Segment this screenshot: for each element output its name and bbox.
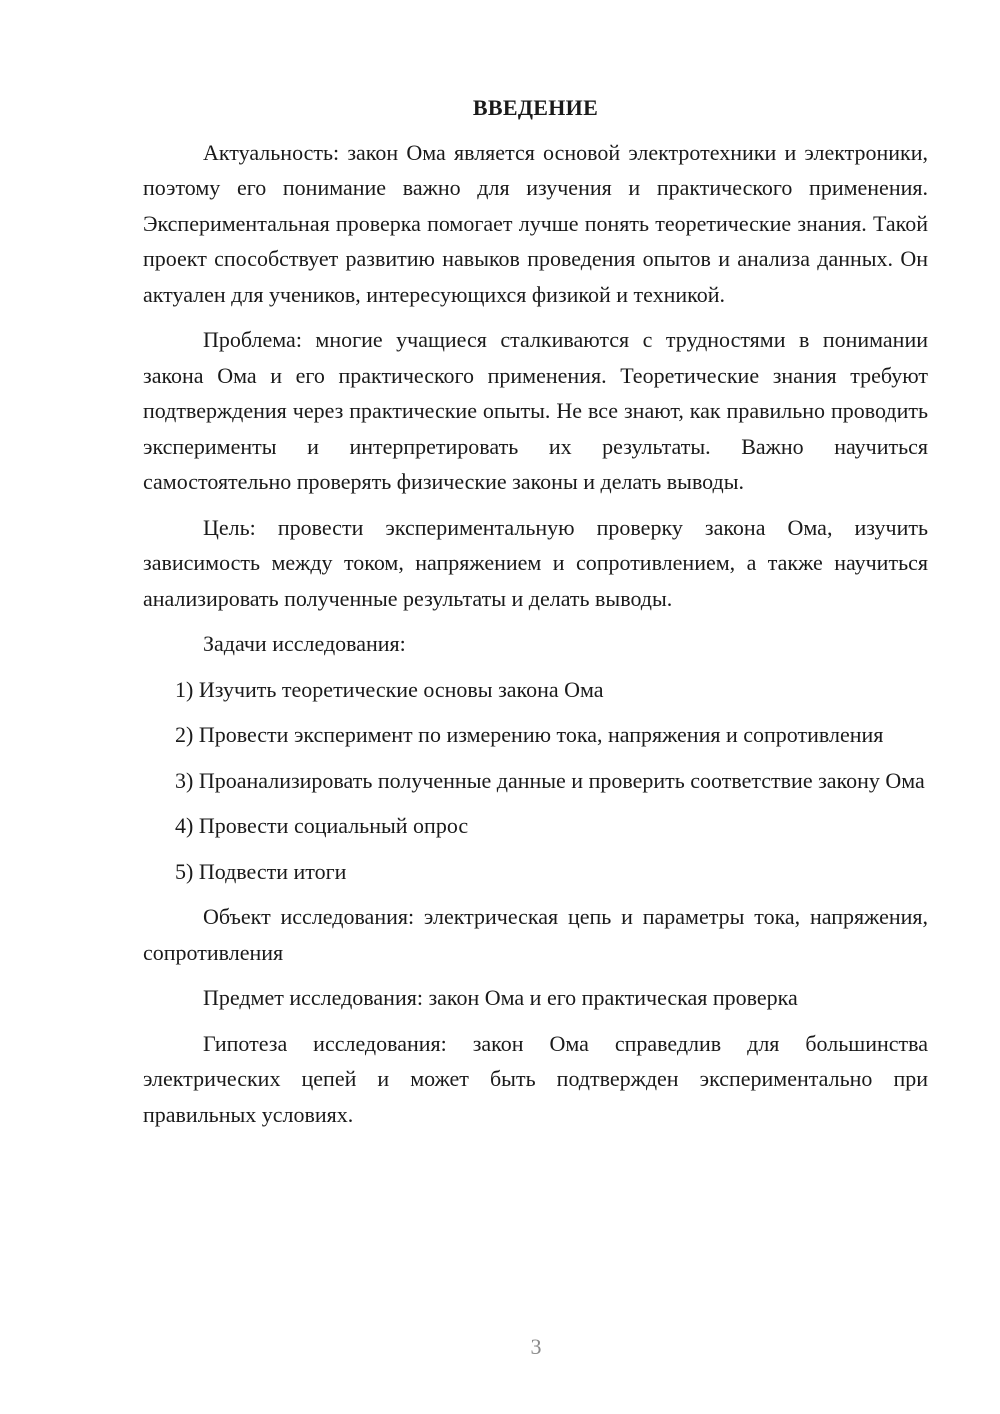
page-number: 3 xyxy=(530,1334,542,1359)
document-page xyxy=(143,90,928,1142)
paragraph-subject: Предмет исследования: закон Ома и его практическая проверка xyxy=(203,985,798,1010)
tasks-heading: Задачи исследования: xyxy=(203,631,406,656)
task-item: 4) Провести социальный опрос xyxy=(175,813,469,838)
section-heading: ВВЕДЕНИЕ xyxy=(472,95,599,120)
paragraph-problem: Проблема: многие учащиеся сталкиваются с трудностями в понимании закона Ома и его практического применения. Теоретические знания требуют подтверждения через практические опыты. Не все знают, как правильно проводить эксперименты и интерпретировать их результаты. Важно научиться самостоятельно проверять физические законы и делать выводы. xyxy=(143,327,928,494)
paragraph-hypothesis: Гипотеза исследования: закон Ома справедлив для большинства электрических цепей и может быть подтвержден экспериментально при правильных условиях. xyxy=(143,1030,928,1127)
paragraph-relevance: Актуальность: закон Ома является основой электротехники и электроники, поэтому его понимание важно для изучения и практического применения. Экспериментальная проверка помогает лучше понять теоретические знания. Такой проект способствует развитию навыков проведения опытов и анализа данных. Он актуален для учеников, интересующихся физикой и техникой. xyxy=(143,139,928,307)
paragraph-object: Объект исследования: электрическая цепь и параметры тока, напряжения, сопротивления xyxy=(143,904,928,965)
paragraph-goal: Цель: провести экспериментальную проверку закона Ома, изучить зависимость между током, напряжением и сопротивлением, а также научиться анализировать полученные результаты и делать выводы. xyxy=(143,514,928,611)
task-item: 5) Подвести итоги xyxy=(175,858,347,884)
task-item: 2) Провести эксперимент по измерению тока, напряжения и сопротивления xyxy=(175,722,884,747)
task-item: 1) Изучить теоретические основы закона Ома xyxy=(175,676,604,702)
task-item: 3) Проанализировать полученные данные и проверить соответствие закону Ома xyxy=(175,767,925,793)
